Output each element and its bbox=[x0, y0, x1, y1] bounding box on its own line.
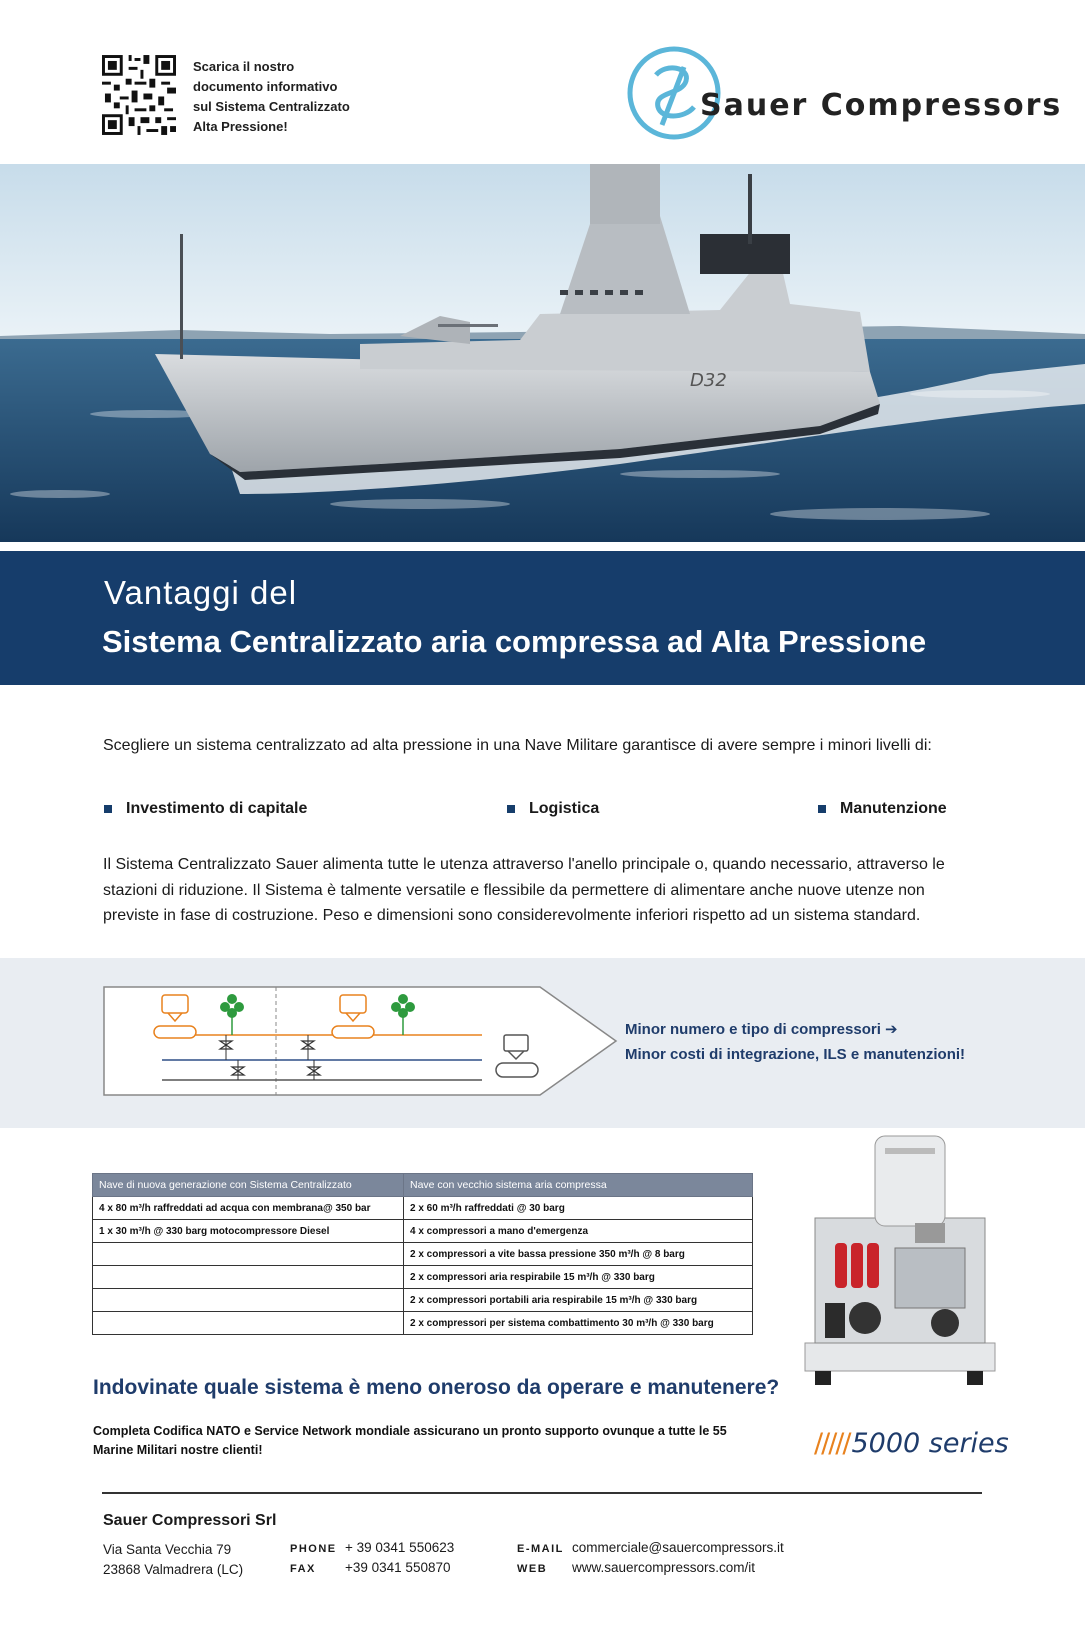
title-line-2: Sistema Centralizzato aria compressa ad Alta Pressione bbox=[102, 624, 927, 659]
bullet-label: Logistica bbox=[529, 800, 600, 817]
compressor-photo bbox=[795, 1128, 1005, 1418]
table-row bbox=[93, 1266, 753, 1289]
table-cell bbox=[93, 1312, 404, 1335]
qr-caption-line: sul Sistema Centralizzato bbox=[193, 99, 350, 114]
table-cell: 2 x compressori portabili aria respirabile 15 m³/h @ 330 barg bbox=[404, 1289, 753, 1312]
table-row bbox=[93, 1289, 753, 1312]
question-heading: Indovinate quale sistema è meno oneroso da operare e manutenere? bbox=[93, 1376, 780, 1399]
support-text: Completa Codifica NATO e Service Network mondiale assicurano un pronto supporto ovunque a tutte le 55 Marine Militari nostre clienti! bbox=[93, 1424, 727, 1457]
table-cell bbox=[93, 1289, 404, 1312]
footer-divider bbox=[102, 1492, 982, 1494]
company-address bbox=[103, 1540, 243, 1580]
title-band bbox=[0, 551, 1085, 685]
table-cell bbox=[93, 1266, 404, 1289]
web-link[interactable]: www.sauercompressors.com/it bbox=[572, 1560, 756, 1575]
table-cell: 2 x compressori aria respirabile 15 m³/h @ 330 barg bbox=[404, 1266, 753, 1289]
table-row bbox=[93, 1243, 753, 1266]
table-header-cell: Nave di nuova generazione con Sistema Centralizzato bbox=[93, 1174, 404, 1197]
qr-caption-line: Scarica il nostro bbox=[193, 59, 295, 74]
fax-number: +39 0341 550870 bbox=[345, 1560, 451, 1575]
bullet-item bbox=[818, 800, 947, 818]
web-label: WEB bbox=[517, 1563, 548, 1575]
qr-caption-line: Alta Pressione! bbox=[193, 119, 288, 134]
table-cell: 2 x compressori per sistema combattimento 30 m³/h @ 330 barg bbox=[404, 1312, 753, 1335]
table-header-row bbox=[93, 1174, 753, 1197]
phone-number[interactable]: + 39 0341 550623 bbox=[345, 1540, 455, 1555]
table-header-cell: Nave con vecchio sistema aria compressa bbox=[404, 1174, 753, 1197]
warship-photo bbox=[0, 164, 1085, 542]
bullet-square-icon bbox=[104, 805, 112, 813]
diagram-note-line: Minor numero e tipo di compressori ➔ bbox=[625, 1021, 898, 1038]
brand-name: Sauer Compressors bbox=[700, 88, 1063, 123]
diagram-note-line: Minor costi di integrazione, ILS e manutenzioni! bbox=[625, 1046, 966, 1063]
qr-caption-line: documento informativo bbox=[193, 79, 338, 94]
series-label bbox=[814, 1428, 1009, 1459]
table-row bbox=[93, 1220, 753, 1243]
company-name: Sauer Compressori Srl bbox=[103, 1512, 277, 1529]
bullet-item bbox=[104, 800, 307, 818]
comparison-table bbox=[92, 1173, 753, 1335]
description-paragraph: Il Sistema Centralizzato Sauer alimenta tutte le utenza attraverso l'anello principale o, quando necessario, attraverso le stazioni di riduzione. Il Sistema è talmente versatile e flessibile da permettere di alimentare anche nuove utenze non previste in fase di costruzione. Peso e dimensioni sono considerevolmente inferiori rispetto ad un sistema standard. bbox=[103, 856, 945, 924]
fax-label: FAX bbox=[290, 1563, 316, 1575]
table-cell: 2 x compressori a vite bassa pressione 350 m³/h @ 8 barg bbox=[404, 1243, 753, 1266]
hull-number: D32 bbox=[690, 370, 727, 391]
table-cell: 2 x 60 m³/h raffreddati @ 30 barg bbox=[404, 1197, 753, 1220]
bullet-label: Investimento di capitale bbox=[126, 800, 308, 817]
address-line: 23868 Valmadrera (LC) bbox=[103, 1562, 244, 1577]
title-line-1: Vantaggi del bbox=[104, 574, 298, 611]
diagram-note bbox=[625, 1017, 965, 1067]
table-cell: 4 x compressori a mano d'emergenza bbox=[404, 1220, 753, 1243]
table-row bbox=[93, 1197, 753, 1220]
intro-text: Scegliere un sistema centralizzato ad alta pressione in una Nave Militare garantisce di avere sempre i minori livelli di: bbox=[103, 737, 932, 754]
bullet-label: Manutenzione bbox=[840, 800, 947, 817]
bullet-item bbox=[507, 800, 599, 818]
table-cell: 1 x 30 m³/h @ 330 barg motocompressore Diesel bbox=[93, 1220, 404, 1243]
qr-caption bbox=[193, 57, 350, 137]
phone-label: PHONE bbox=[290, 1543, 337, 1555]
series-bars: ///// bbox=[814, 1428, 850, 1459]
qr-code[interactable] bbox=[102, 55, 176, 135]
email-label: E-MAIL bbox=[517, 1543, 564, 1555]
table-cell: 4 x 80 m³/h raffreddati ad acqua con membrana@ 350 bar bbox=[93, 1197, 404, 1220]
series-text: 5000 series bbox=[851, 1428, 1009, 1459]
table-cell bbox=[93, 1243, 404, 1266]
bullet-square-icon bbox=[507, 805, 515, 813]
bullet-square-icon bbox=[818, 805, 826, 813]
address-line: Via Santa Vecchia 79 bbox=[103, 1542, 232, 1557]
system-diagram bbox=[100, 983, 620, 1099]
table-row bbox=[93, 1312, 753, 1335]
email-link[interactable]: commerciale@sauercompressors.it bbox=[572, 1540, 784, 1555]
